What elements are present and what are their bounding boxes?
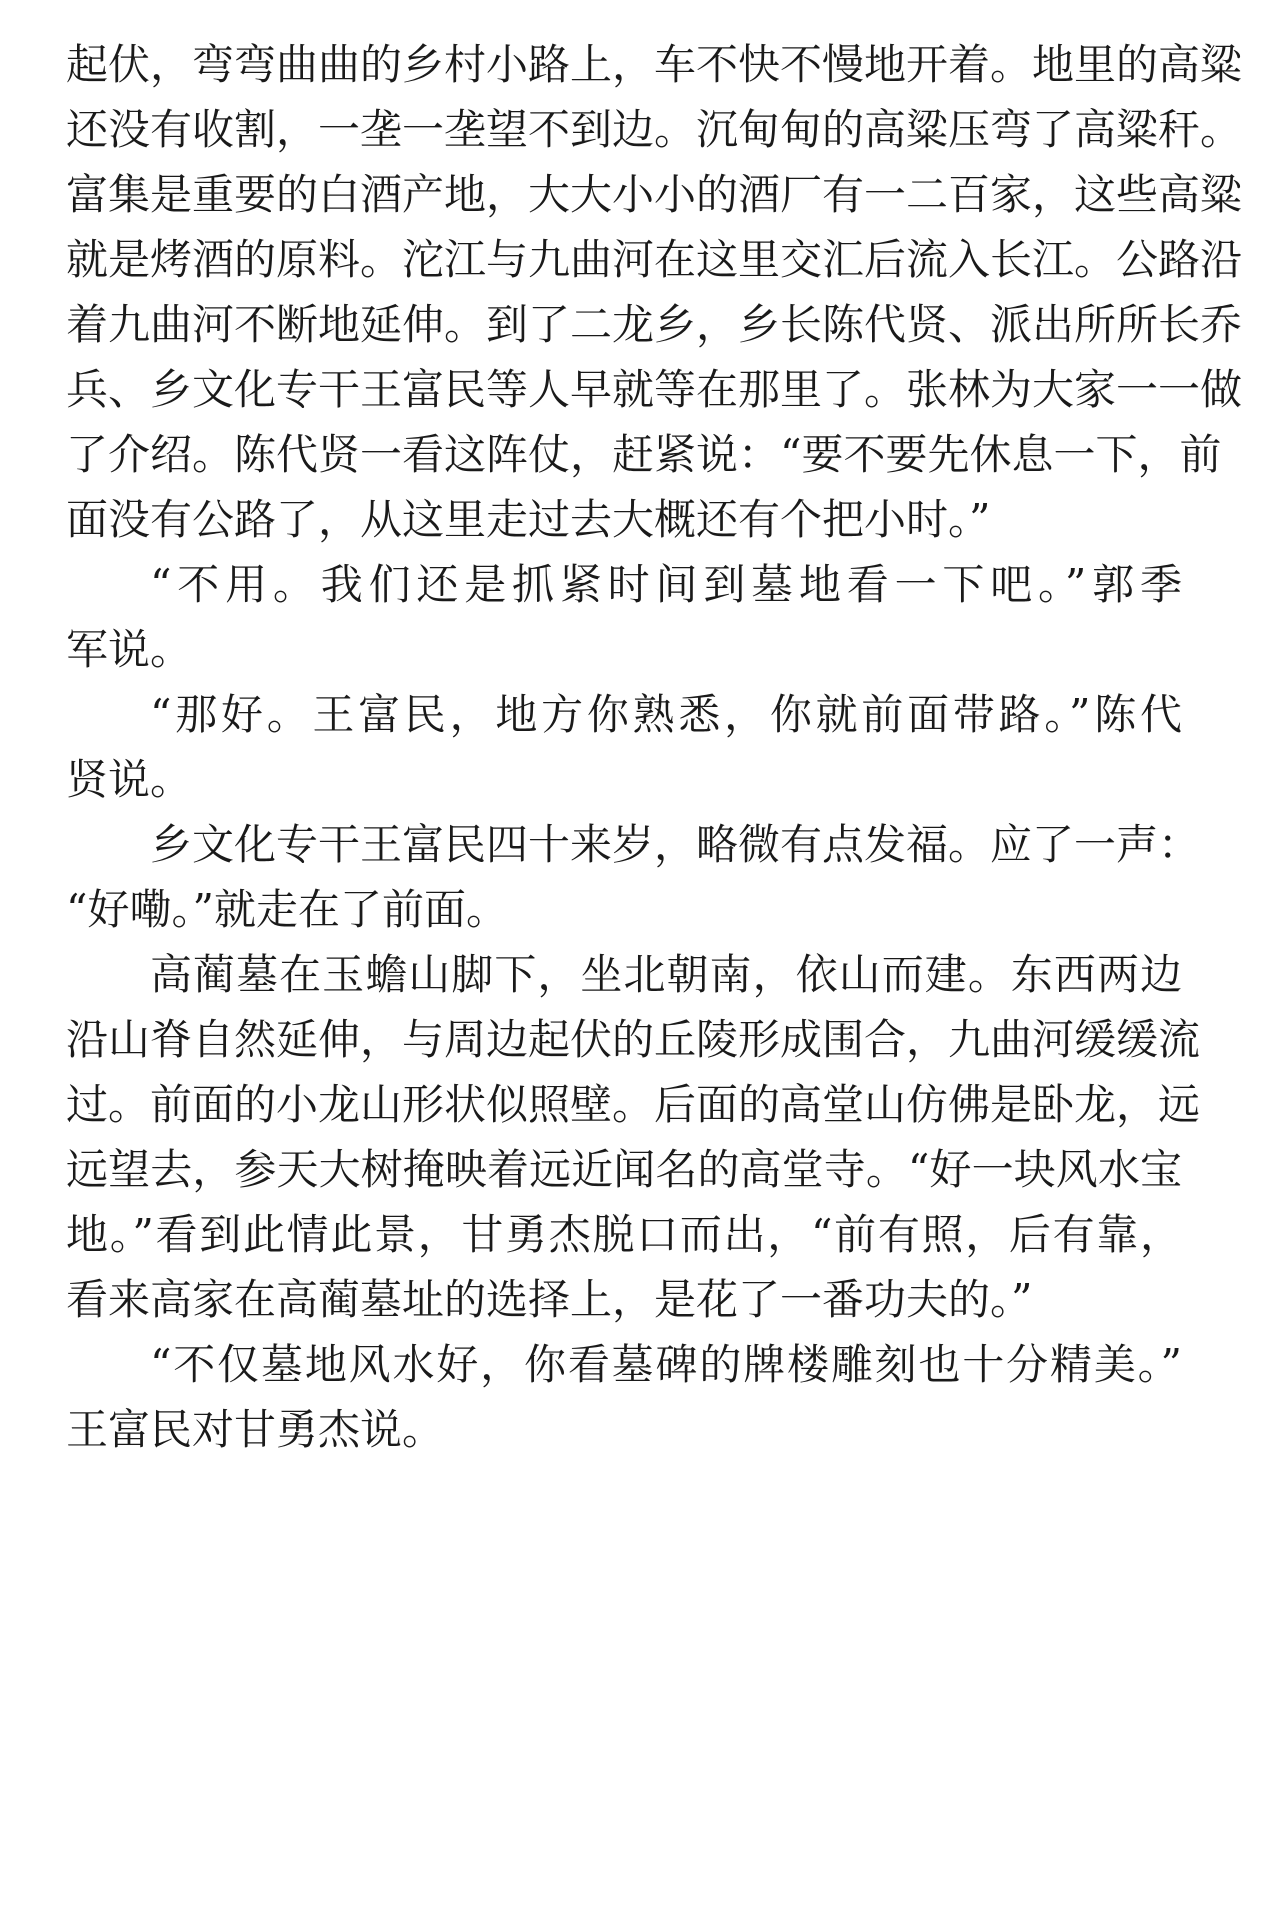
- text-line: 沿山脊自然延伸，与周边起伏的丘陵形成围合，九曲河缓缓流: [66, 1015, 1201, 1064]
- text-line: 面没有公路了，从这里走过去大概还有个把小时。”: [66, 495, 991, 544]
- text-line: 过。前面的小龙山形状似照壁。后面的高堂山仿佛是卧龙，远: [66, 1080, 1201, 1129]
- text-line: “那好。王富民，地方你熟悉，你就前面带路。”陈代: [150, 690, 1182, 739]
- text-line: 地。”看到此情此景，甘勇杰脱口而出，“前有照，后有靠，: [66, 1210, 1182, 1259]
- text-line: 乡文化专干王富民四十来岁，略微有点发福。应了一声：: [150, 820, 1201, 869]
- text-line: “不用。我们还是抓紧时间到墓地看一下吧。”郭季: [150, 560, 1182, 609]
- text-line: 富集是重要的白酒产地，大大小小的酒厂有一二百家，这些高粱: [66, 170, 1243, 219]
- text-line: 起伏，弯弯曲曲的乡村小路上，车不快不慢地开着。地里的高粱: [66, 40, 1243, 89]
- text-line: 王富民对甘勇杰说。: [66, 1405, 445, 1454]
- text-line: 看来高家在高蔺墓址的选择上，是花了一番功夫的。”: [66, 1275, 1033, 1324]
- text-line: 军说。: [66, 625, 193, 674]
- text-line: “不仅墓地风水好，你看墓碑的牌楼雕刻也十分精美。”: [150, 1340, 1182, 1389]
- text-line: 远望去，参天大树掩映着远近闻名的高堂寺。“好一块风水宝: [66, 1145, 1182, 1194]
- text-line: 高蔺墓在玉蟾山脚下，坐北朝南，依山而建。东西两边: [150, 950, 1182, 999]
- text-line: 就是烤酒的原料。沱江与九曲河在这里交汇后流入长江。公路沿: [66, 235, 1243, 284]
- text-line: “好嘞。”就走在了前面。: [66, 885, 508, 934]
- text-line: 了介绍。陈代贤一看这阵仗，赶紧说：“要不要先休息一下，前: [66, 430, 1222, 479]
- text-line: 着九曲河不断地延伸。到了二龙乡，乡长陈代贤、派出所所长乔: [66, 300, 1243, 349]
- text-line: 兵、乡文化专干王富民等人早就等在那里了。张林为大家一一做: [66, 365, 1243, 414]
- text-line: 还没有收割，一垄一垄望不到边。沉甸甸的高粱压弯了高粱秆。: [66, 105, 1243, 154]
- text-line: 贤说。: [66, 755, 193, 804]
